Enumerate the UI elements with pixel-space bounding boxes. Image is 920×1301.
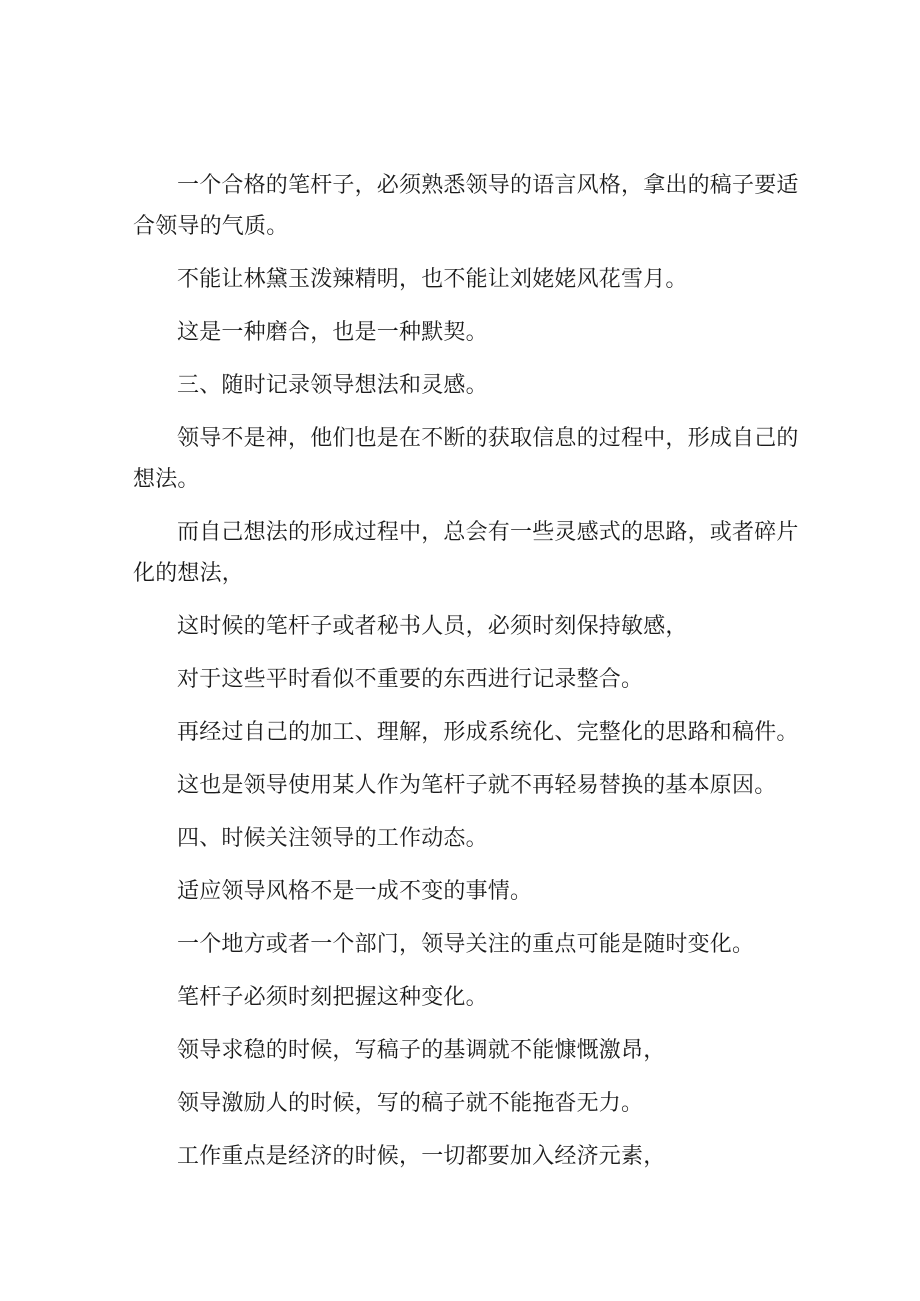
paragraph: 而自己想法的形成过程中，总会有一些灵感式的思路，或者碎片化的想法， <box>133 520 799 586</box>
paragraph: 这时候的笔杆子或者秘书人员，必须时刻保持敏感， <box>177 614 688 639</box>
section-heading: 三、随时记录领导想法和灵感。 <box>177 373 488 398</box>
paragraph: 一个地方或者一个部门，领导关注的重点可能是随时变化。 <box>177 932 755 957</box>
paragraph: 领导不是神，他们也是在不断的获取信息的过程中，形成自己的想法。 <box>133 426 799 492</box>
paragraph: 领导求稳的时候，写稿子的基调就不能慷慨激昂， <box>177 1038 666 1063</box>
document-body <box>133 165 803 1189</box>
section-heading: 四、时候关注领导的工作动态。 <box>177 826 488 851</box>
paragraph: 适应领导风格不是一成不变的事情。 <box>177 879 533 904</box>
paragraph: 笔杆子必须时刻把握这种变化。 <box>177 985 488 1010</box>
paragraph: 再经过自己的加工、理解，形成系统化、完整化的思路和稿件。 <box>177 720 799 745</box>
paragraph: 领导激励人的时候，写的稿子就不能拖沓无力。 <box>177 1091 644 1116</box>
paragraph: 工作重点是经济的时候，一切都要加入经济元素， <box>177 1144 666 1169</box>
paragraph: 这也是领导使用某人作为笔杆子就不再轻易替换的基本原因。 <box>177 773 777 798</box>
paragraph: 一个合格的笔杆子，必须熟悉领导的语言风格，拿出的稿子要适合领导的气质。 <box>133 173 799 239</box>
paragraph: 不能让林黛玉泼辣精明，也不能让刘姥姥风花雪月。 <box>177 267 688 292</box>
paragraph: 对于这些平时看似不重要的东西进行记录整合。 <box>177 667 644 692</box>
paragraph: 这是一种磨合，也是一种默契。 <box>177 320 488 345</box>
